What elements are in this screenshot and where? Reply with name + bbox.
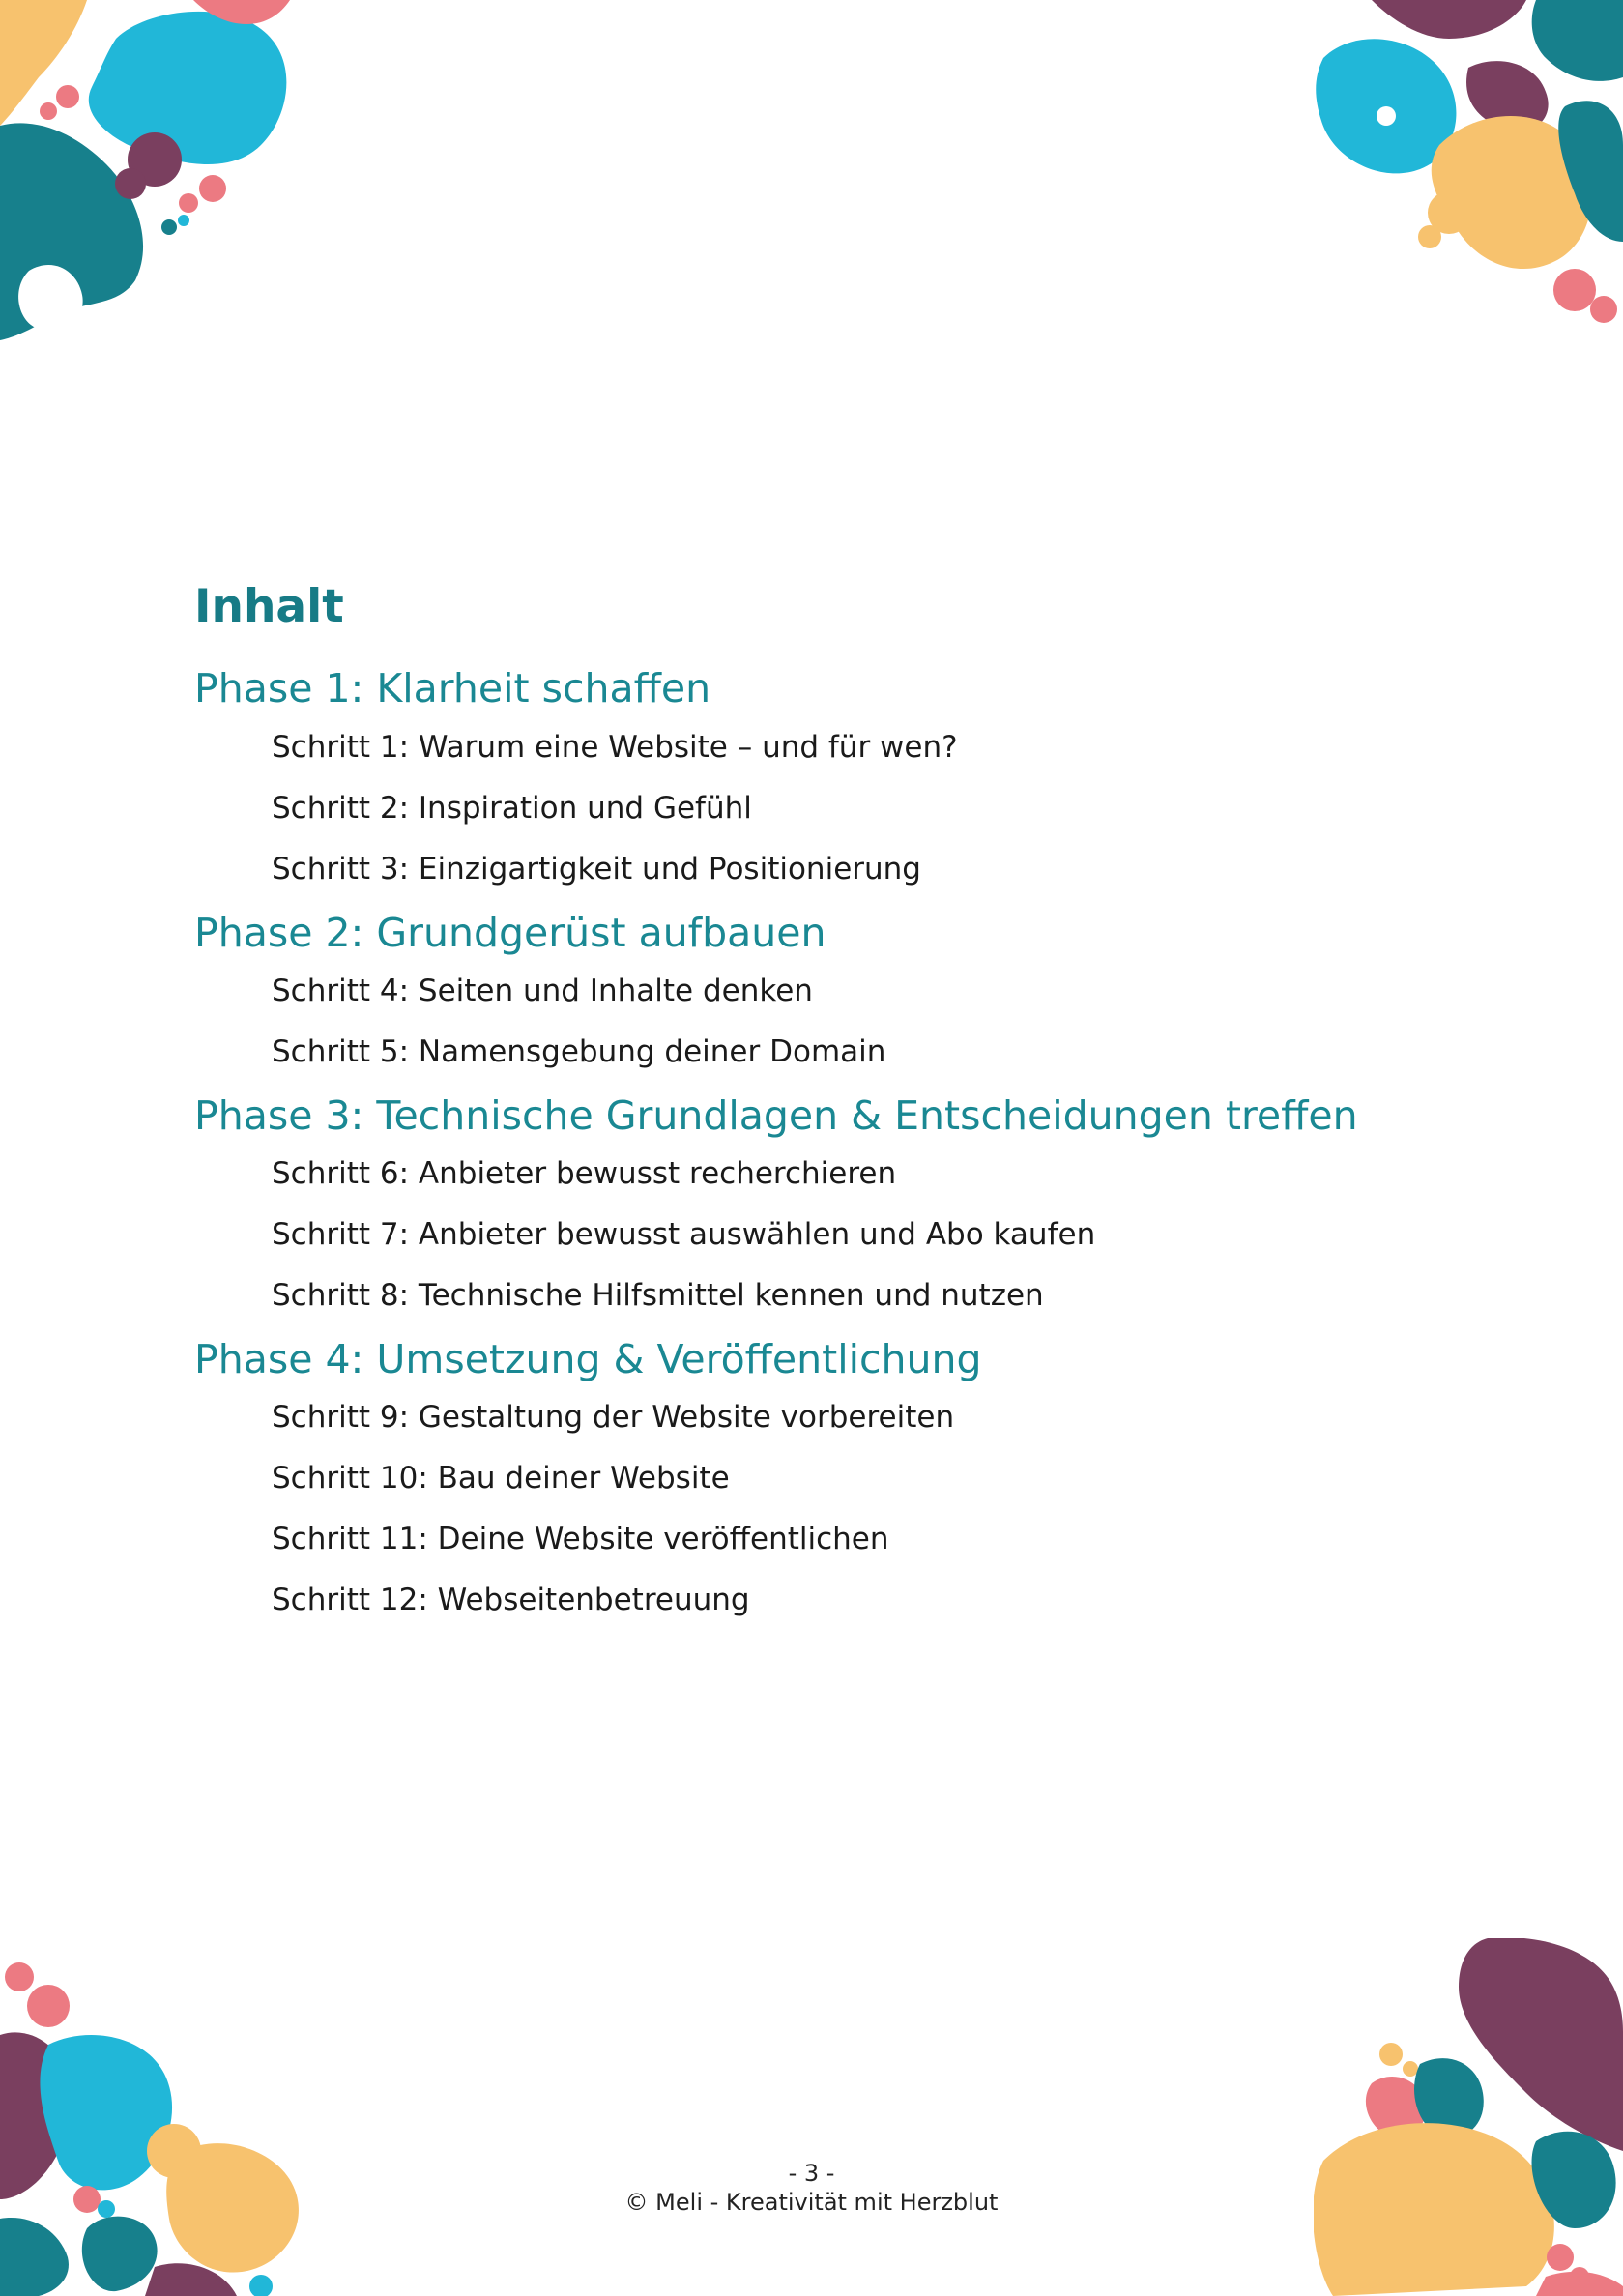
toc-entry-step-8[interactable]: Schritt 8: Technische Hilfsmittel kennen und nutzen [272, 1277, 1044, 1313]
corner-decoration-top-left [0, 0, 300, 348]
toc-entry-step-4[interactable]: Schritt 4: Seiten und Inhalte denken [272, 973, 813, 1008]
phase-2-steps [194, 961, 1451, 1083]
toc-title: Inhalt [194, 580, 344, 633]
page-number: - 3 - [788, 2160, 835, 2187]
corner-decoration-bottom-left [0, 1948, 309, 2296]
page-footer [0, 2159, 1623, 2217]
toc-entry-step-10[interactable]: Schritt 10: Bau deiner Website [272, 1461, 730, 1497]
toc-entry-step-7[interactable]: Schritt 7: Anbieter bewusst auswählen und Abo kaufen [272, 1216, 1096, 1252]
phase-title[interactable]: Phase 1: Klarheit schaffen [194, 665, 711, 712]
corner-decoration-top-right [1314, 0, 1623, 329]
corner-decoration-bottom-right [1314, 1938, 1623, 2296]
toc-entry-step-6[interactable]: Schritt 6: Anbieter bewusst recherchieren [272, 1155, 897, 1191]
phase-3 [194, 1083, 1451, 1326]
copyright-notice: © Meli - Kreativität mit Herzblut [624, 2189, 999, 2216]
toc-entry-step-3[interactable]: Schritt 3: Einzigartigkeit und Positionierung [272, 851, 921, 886]
toc-entry-step-11[interactable]: Schritt 11: Deine Website veröffentlichen [272, 1522, 889, 1557]
phase-title[interactable]: Phase 2: Grundgerüst aufbauen [194, 909, 826, 956]
toc-entry-step-5[interactable]: Schritt 5: Namensgebung deiner Domain [272, 1033, 886, 1069]
toc-entry-step-2[interactable]: Schritt 2: Inspiration und Gefühl [272, 790, 752, 826]
phase-title[interactable]: Phase 3: Technische Grundlagen & Entscheidungen treffen [194, 1091, 1358, 1139]
phase-4 [194, 1326, 1451, 1631]
phase-1-steps [194, 717, 1451, 900]
toc-entry-step-12[interactable]: Schritt 12: Webseitenbetreuung [272, 1583, 750, 1618]
phase-2 [194, 900, 1451, 1083]
table-of-contents [194, 580, 1451, 1631]
phase-4-steps [194, 1387, 1451, 1631]
phase-3-steps [194, 1144, 1451, 1326]
toc-entry-step-1[interactable]: Schritt 1: Warum eine Website – und für wen? [272, 729, 958, 765]
phase-title[interactable]: Phase 4: Umsetzung & Veröffentlichung [194, 1335, 982, 1382]
phase-1 [194, 655, 1451, 899]
toc-entry-step-9[interactable]: Schritt 9: Gestaltung der Website vorbereiten [272, 1400, 955, 1436]
